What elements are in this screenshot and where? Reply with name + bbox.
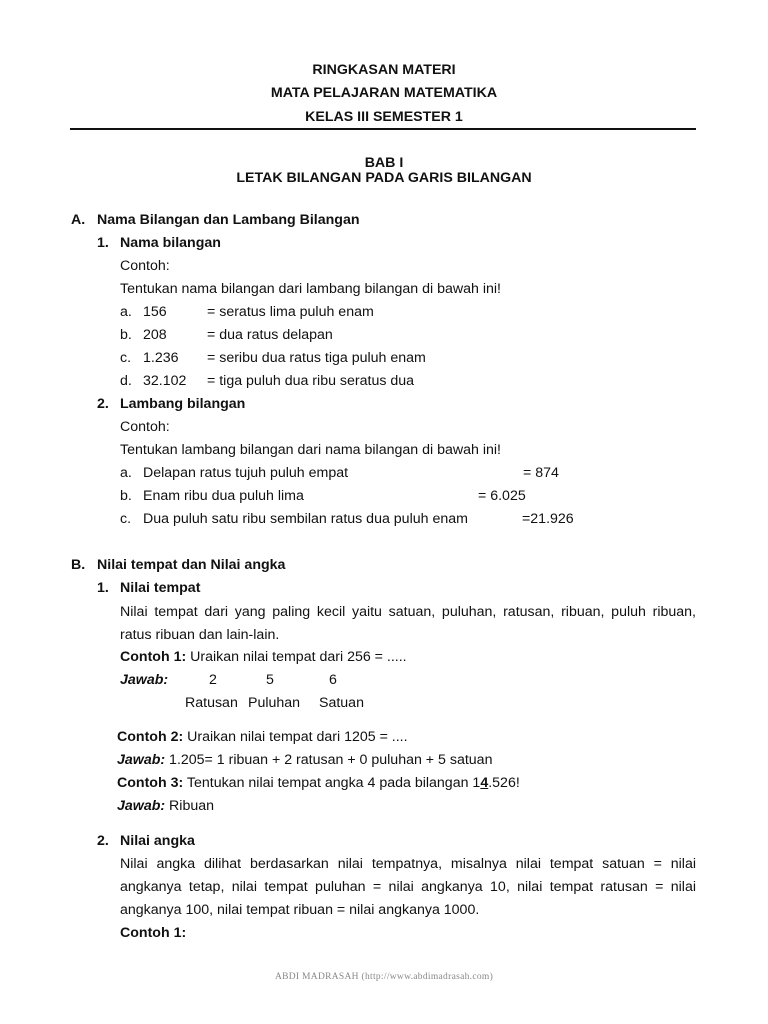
- paragraph-nilai-angka: [120, 853, 696, 922]
- answer-text: 1.205= 1 ribuan + 2 ratusan + 0 puluhan + 5 satuan: [165, 752, 493, 768]
- item-value: = 874: [523, 465, 559, 481]
- header-divider: [70, 128, 696, 130]
- subsection-a1-number: 1.: [97, 235, 109, 251]
- chapter-title: LETAK BILANGAN PADA GARIS BILANGAN: [236, 170, 532, 186]
- item-letter: c.: [120, 511, 132, 527]
- jawab-label: Jawab:: [117, 798, 166, 814]
- item-name: = seribu dua ratus tiga puluh enam: [207, 350, 426, 366]
- answer-text: Ribuan: [165, 798, 215, 814]
- contoh-label: Contoh:: [120, 419, 170, 435]
- paragraph-line: angkanya 100, nilai tempat ribuan = nilai angkanya 1000.: [120, 902, 480, 918]
- subsection-a1-title: Nama bilangan: [120, 235, 221, 251]
- paragraph-line: Nilai tempat dari yang paling kecil yaitu satuan, puluhan, ratusan, ribuan, puluh ribuan,: [120, 604, 696, 620]
- example-text: Uraikan nilai tempat dari 256 = .....: [186, 649, 407, 665]
- item-letter: a.: [120, 304, 132, 320]
- example-label: Contoh 2:: [117, 729, 184, 745]
- item-name: = tiga puluh dua ribu seratus dua: [207, 373, 415, 389]
- answer-3: [117, 797, 214, 815]
- digit-puluhan: 5: [266, 672, 274, 688]
- section-b-title: Nilai tempat dan Nilai angka: [97, 557, 286, 573]
- footer-credit: ABDI MADRASAH (http://www.abdimadrasah.com): [274, 972, 494, 982]
- header-line-2: MATA PELAJARAN MATEMATIKA: [270, 85, 498, 101]
- subsection-b2-number: 2.: [97, 833, 109, 849]
- example-text-end: .526!: [488, 775, 520, 791]
- answer-2: [117, 751, 492, 769]
- paragraph-line: angkanya tetap, nilai tempat puluhan = nilai angkanya 10, nilai tempat ratusan = nilai: [120, 879, 696, 895]
- subsection-a2-number: 2.: [97, 396, 109, 412]
- header-line-1: RINGKASAN MATERI: [312, 62, 456, 78]
- section-a-title: Nama Bilangan dan Lambang Bilangan: [97, 212, 360, 228]
- item-number: 1.236: [143, 350, 179, 366]
- item-value: =21.926: [522, 511, 574, 527]
- contoh-1-label: Contoh 1:: [120, 925, 187, 941]
- item-number: 156: [143, 304, 167, 320]
- digit-ratusan: 2: [209, 672, 217, 688]
- instruction-text: Tentukan nama bilangan dari lambang bilangan di bawah ini!: [120, 281, 501, 297]
- example-2: [117, 728, 408, 746]
- example-text: Tentukan nilai tempat angka 4 pada bilangan 1: [183, 775, 481, 791]
- jawab-label: Jawab:: [117, 752, 166, 768]
- item-value: = 6.025: [478, 488, 526, 504]
- paragraph-nilai-tempat: [120, 601, 696, 647]
- digit-satuan: 6: [329, 672, 337, 688]
- example-label: Contoh 1:: [120, 649, 187, 665]
- item-name: = dua ratus delapan: [207, 327, 333, 343]
- subsection-a2-title: Lambang bilangan: [120, 396, 246, 412]
- subsection-b1-number: 1.: [97, 580, 109, 596]
- jawab-label: Jawab:: [120, 672, 169, 688]
- place-puluhan: Puluhan: [248, 695, 301, 711]
- paragraph-line: Nilai angka dilihat berdasarkan nilai tempatnya, misalnya nilai tempat satuan = nilai: [120, 856, 696, 872]
- example-text: Uraikan nilai tempat dari 1205 = ....: [183, 729, 408, 745]
- item-letter: b.: [120, 327, 132, 343]
- place-ratusan: Ratusan: [185, 695, 238, 711]
- item-letter: b.: [120, 488, 132, 504]
- example-1: [120, 648, 407, 666]
- contoh-label: Contoh:: [120, 258, 170, 274]
- item-letter: a.: [120, 465, 132, 481]
- item-letter: c.: [120, 350, 132, 366]
- item-letter: d.: [120, 373, 132, 389]
- section-a-letter: A.: [71, 212, 86, 228]
- highlighted-digit: 4: [480, 775, 489, 791]
- example-3: [117, 774, 520, 792]
- paragraph-line: ratus ribuan dan lain-lain.: [120, 627, 280, 643]
- subsection-b1-title: Nilai tempat: [120, 580, 201, 596]
- subsection-b2-title: Nilai angka: [120, 833, 195, 849]
- place-satuan: Satuan: [319, 695, 364, 711]
- item-name: Enam ribu dua puluh lima: [143, 488, 304, 504]
- chapter-number: BAB I: [364, 155, 404, 171]
- item-name: Dua puluh satu ribu sembilan ratus dua puluh enam: [143, 511, 468, 527]
- item-number: 32.102: [143, 373, 187, 389]
- item-number: 208: [143, 327, 167, 343]
- header-line-3: KELAS III SEMESTER 1: [305, 109, 463, 125]
- instruction-text: Tentukan lambang bilangan dari nama bilangan di bawah ini!: [120, 442, 501, 458]
- item-name: Delapan ratus tujuh puluh empat: [143, 465, 349, 481]
- example-label: Contoh 3:: [117, 775, 184, 791]
- item-name: = seratus lima puluh enam: [207, 304, 374, 320]
- section-b-letter: B.: [71, 557, 86, 573]
